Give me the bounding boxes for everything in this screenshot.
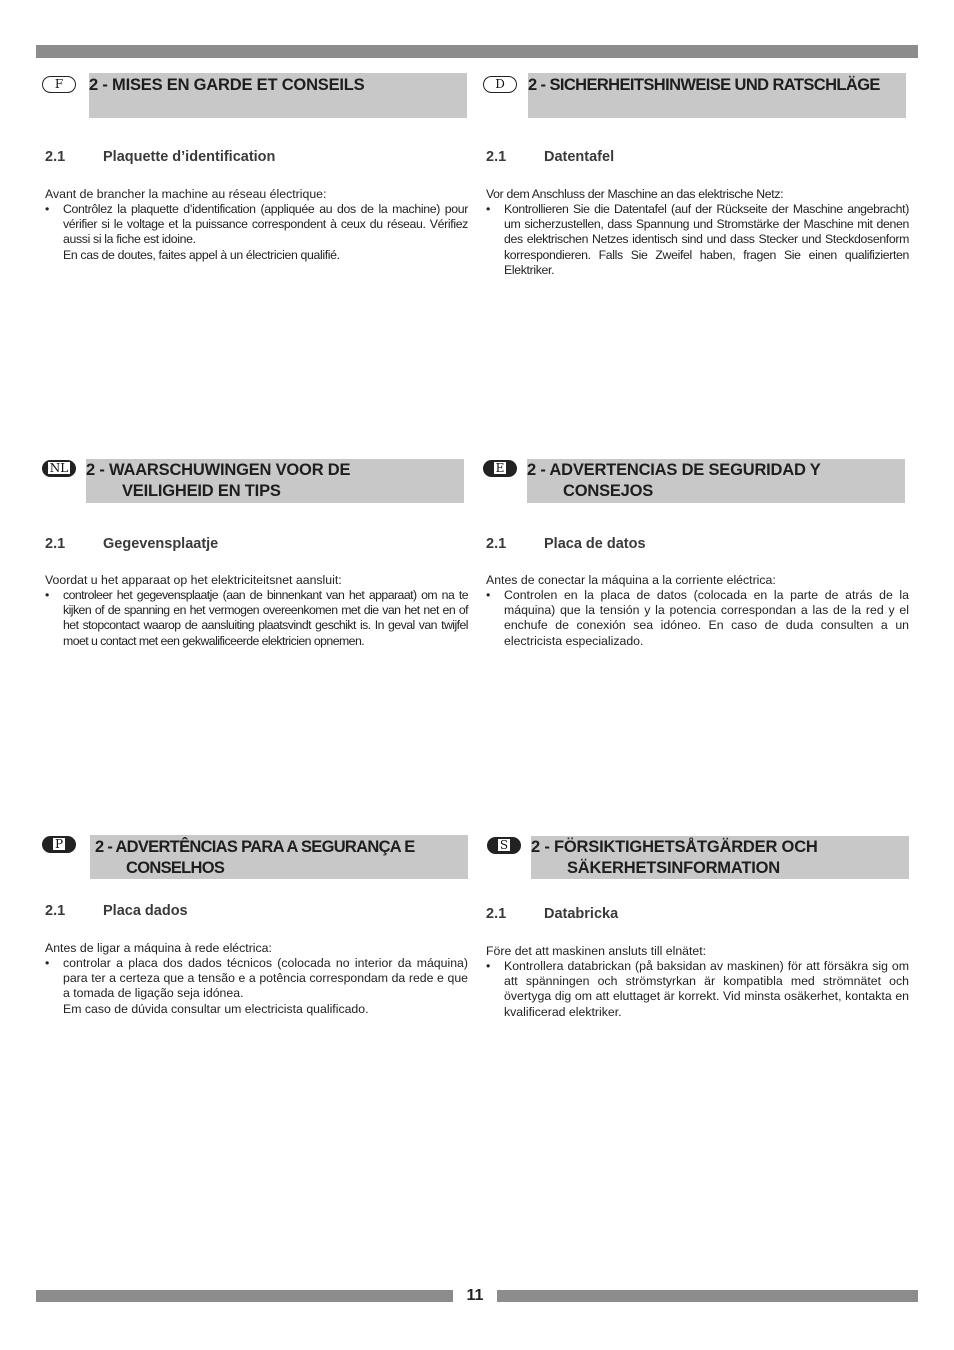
heading-line: 2 - ADVERTENCIAS DE SEGURIDAD Y (527, 461, 821, 479)
heading-line: 2 - WAARSCHUWINGEN VOOR DE (86, 461, 351, 479)
bullet-item-e (486, 588, 909, 649)
heading-line: 2 - SICHERHEITSHINWEISE UND RATSCHLÄGE (528, 76, 880, 94)
bullet-dot: • (486, 959, 491, 973)
top-bar (36, 45, 918, 58)
bullet-note: En cas de doutes, faites appel à un électricien qualifié. (63, 247, 340, 262)
language-badge-e (483, 460, 517, 477)
badge-label: NL (49, 461, 69, 475)
subheading-number: 2.1 (486, 536, 507, 552)
bullet-text: Kontrollera databrickan (på baksidan av maskinen) för att försäkra sig om att spänningen och strömstyrkan är kompatibla med strömnätet och övertyga dig om att eluttaget är korrekt. Vid minsta osäkerhet, kontakta en kvalificerad elektriker. (504, 959, 909, 1019)
heading-line: CONSELHOS (126, 859, 225, 877)
section-heading-nl (86, 459, 464, 503)
subheading-number: 2.1 (45, 903, 66, 919)
subheading-number: 2.1 (45, 149, 66, 165)
badge-label: P (54, 837, 64, 851)
page-number: 11 (466, 1287, 484, 1304)
intro-text-f: Avant de brancher la machine au réseau électrique: (45, 187, 327, 201)
bullet-item-p (45, 956, 468, 1017)
subheading-e (486, 536, 646, 552)
section-heading-f (89, 73, 467, 118)
subheading-title: Datentafel (544, 149, 615, 165)
subheading-nl (45, 536, 218, 552)
language-badge-f: F (42, 76, 76, 93)
intro-text-e: Antes de conectar la máquina a la corriente eléctrica: (486, 573, 776, 587)
subheading-s (486, 906, 618, 922)
heading-line: 2 - MISES EN GARDE ET CONSEILS (89, 76, 365, 94)
subheading-f (45, 149, 275, 165)
bullet-text: controleer het gegevensplaatje (aan de binnenkant van het apparaat) om na te kijken of de spanning en het vermogen overeenkomen met die van het net en of het stopcontact waarop de aansluiting plaatsvindt geschikt is. In geval van twijfel moet u contact met een gekwalificeerde elektricien opnemen. (63, 588, 468, 648)
heading-line: 2 - ADVERTÊNCIAS PARA A SEGURANÇA E (95, 838, 415, 856)
section-heading-d (528, 73, 906, 118)
bullet-item-d (486, 202, 909, 278)
heading-line: SÄKERHETSINFORMATION (567, 859, 780, 877)
subheading-title: Placa de datos (544, 536, 646, 552)
bullet-item-nl (45, 588, 468, 649)
badge-label: S (499, 838, 509, 852)
footer-bar-right (497, 1290, 918, 1302)
bullet-item-s (486, 959, 909, 1020)
language-badge-s (487, 837, 521, 854)
bullet-text: Controlen en la placa de datos (colocada en la parte de atrás de la máquina) que la tensión y la potencia correspondan a las de la red y el enchufe de conexión sea idóneo. En caso de duda consulten a un electricista especializado. (504, 588, 909, 648)
badge-label: E (495, 461, 505, 475)
language-badge-nl (42, 460, 76, 477)
bullet-text: Kontrollieren Sie die Datentafel (auf der Rückseite der Maschine angebracht) um sicherzustellen, dass Spannung und Stromstärke der Maschine mit denen des elektrischen Netzes identisch sind und dass Stecker und Steckdosenform korrespondieren. Falls Sie Zweifel haben, fragen Sie einen qualifizierten Elektriker. (504, 202, 909, 277)
intro-text-nl: Voordat u het apparaat op het elektriciteitsnet aansluit: (45, 573, 342, 587)
subheading-number: 2.1 (486, 906, 507, 922)
intro-text-p: Antes de ligar a máquina à rede eléctrica: (45, 941, 272, 955)
bullet-note: Em caso de dúvida consultar um electricista qualificado. (63, 1001, 369, 1016)
bullet-dot: • (486, 588, 491, 602)
section-heading-p (90, 835, 468, 879)
intro-text-d: Vor dem Anschluss der Maschine an das elektrische Netz: (486, 187, 784, 201)
language-badge-d: D (483, 76, 517, 93)
subheading-d (486, 149, 614, 165)
bullet-dot: • (45, 956, 50, 970)
heading-line: CONSEJOS (563, 482, 654, 500)
bullet-item-f (45, 202, 468, 263)
bullet-dot: • (486, 202, 490, 216)
subheading-number: 2.1 (486, 149, 507, 165)
bullet-dot: • (45, 588, 49, 602)
heading-line: 2 - FÖRSIKTIGHETSÅTGÄRDER OCH (531, 838, 818, 856)
subheading-p (45, 903, 188, 919)
language-badge-p (42, 836, 76, 853)
bullet-dot: • (45, 202, 49, 216)
intro-text-s: Före det att maskinen ansluts till elnätet: (486, 944, 707, 958)
bullet-text: Contrôlez la plaquette d’identification (appliquée au dos de la machine) pour vérifier si le voltage et la puissance correspondent à ceux du réseau. Vérifiez aussi si la fiche est idoine. (63, 202, 468, 247)
subheading-title: Placa dados (103, 903, 188, 919)
heading-line: VEILIGHEID EN TIPS (122, 482, 281, 500)
subheading-title: Plaquette d’identification (103, 149, 276, 165)
section-heading-s (531, 836, 909, 879)
bullet-text: controlar a placa dos dados técnicos (colocada no interior da máquina) para ter a certeza que a tensão e a potência correspondam da rede e que a tomada de ligação seja idónea. (63, 956, 468, 1001)
subheading-number: 2.1 (45, 536, 66, 552)
section-heading-e (527, 459, 905, 503)
subheading-title: Databricka (544, 906, 619, 922)
subheading-title: Gegevensplaatje (103, 536, 219, 552)
footer-bar-left (36, 1290, 453, 1302)
